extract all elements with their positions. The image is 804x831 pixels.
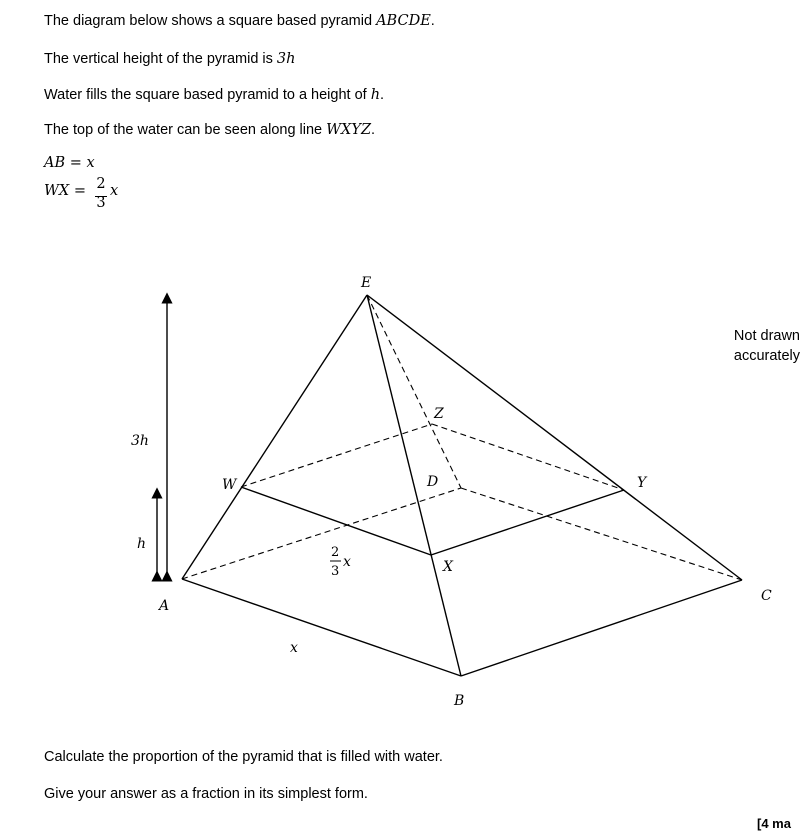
edge-EC bbox=[367, 295, 742, 580]
edge-AB bbox=[182, 579, 461, 676]
water-value: h bbox=[370, 87, 381, 103]
label-frac-var: x bbox=[343, 554, 351, 570]
label-W: W bbox=[222, 477, 237, 493]
edge-EA bbox=[182, 295, 367, 579]
edge-BC bbox=[461, 580, 742, 676]
calc-instruction: Calculate the proportion of the pyramid that is filled with water. bbox=[44, 749, 443, 765]
label-Z: Z bbox=[434, 406, 444, 422]
wx-numerator: 2 bbox=[96, 176, 106, 192]
intro-text: The diagram below shows a square based pyramid bbox=[44, 13, 377, 29]
label-X: X bbox=[443, 559, 453, 575]
edge-EB bbox=[367, 295, 461, 676]
note-line-2: accurately bbox=[733, 348, 800, 364]
wx-lhs: WX = bbox=[44, 183, 86, 199]
hidden-edge-WZ bbox=[241, 424, 432, 487]
label-B: B bbox=[454, 693, 465, 709]
marks-label: [4 ma bbox=[757, 816, 791, 831]
intro-period: . bbox=[430, 13, 435, 29]
water-text: Water fills the square based pyramid to a height of bbox=[44, 87, 371, 103]
hidden-edge-AD bbox=[182, 488, 461, 579]
pyramid-name: ABCDE bbox=[376, 13, 431, 29]
label-frac-den: 3 bbox=[331, 564, 340, 579]
wx-denominator: 3 bbox=[96, 195, 106, 211]
label-h: h bbox=[137, 536, 147, 552]
label-D: D bbox=[427, 474, 439, 490]
top-value: WXYZ bbox=[326, 122, 372, 138]
water-edge-XY bbox=[431, 490, 624, 555]
ab-equation: AB = x bbox=[44, 155, 95, 171]
top-text: The top of the water can be seen along line bbox=[44, 122, 327, 138]
hidden-edge-ZY bbox=[432, 424, 624, 490]
label-E: E bbox=[361, 275, 372, 291]
label-C: C bbox=[761, 588, 772, 604]
not-drawn-note bbox=[734, 326, 800, 366]
top-period: . bbox=[371, 122, 376, 138]
wx-variable: x bbox=[110, 183, 119, 199]
label-A: A bbox=[159, 598, 170, 614]
hidden-edge-DC bbox=[461, 488, 742, 580]
water-period: . bbox=[380, 87, 385, 103]
label-x: x bbox=[290, 640, 298, 656]
height-text: The vertical height of the pyramid is bbox=[44, 51, 277, 67]
label-frac-num: 2 bbox=[331, 545, 340, 560]
height-value: 3h bbox=[276, 51, 296, 67]
label-Y: Y bbox=[637, 475, 647, 491]
label-3h: 3h bbox=[131, 433, 149, 449]
note-line-1: Not drawn bbox=[733, 328, 800, 344]
answer-instruction: Give your answer as a fraction in its simplest form. bbox=[44, 786, 368, 802]
hidden-edge-ED bbox=[367, 295, 461, 488]
